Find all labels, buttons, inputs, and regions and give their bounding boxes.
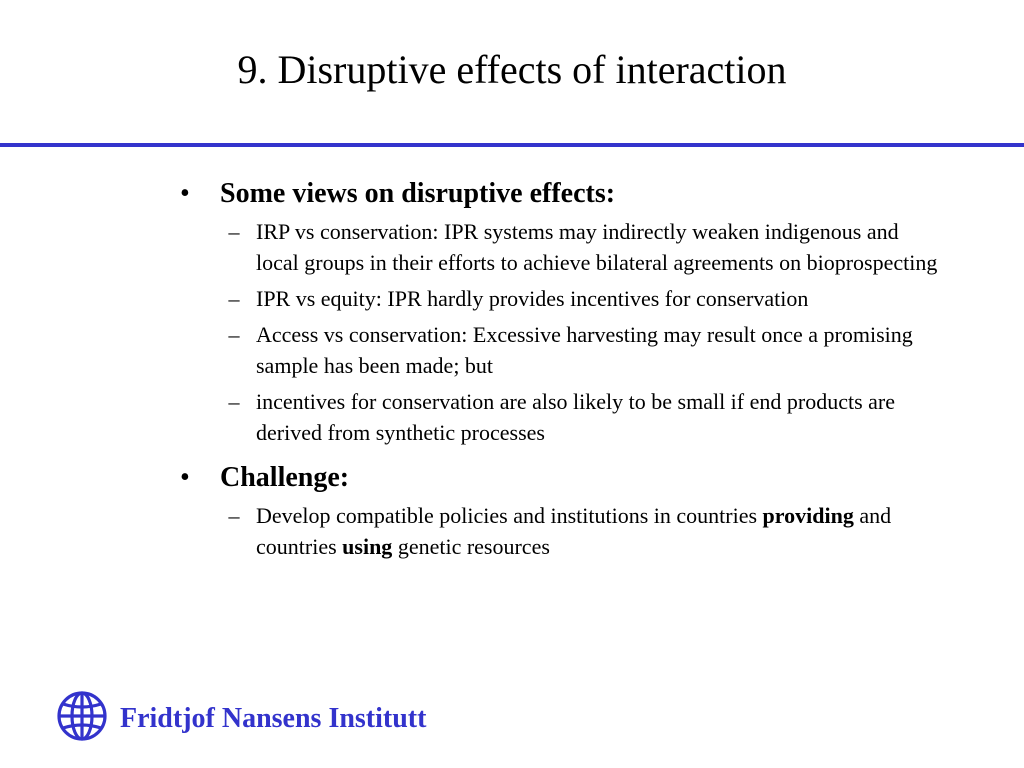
bullet-marker: • xyxy=(180,178,190,209)
institute-name: Fridtjof Nansens Institutt xyxy=(120,702,427,734)
sub-item-text: Access vs conservation: Excessive harvesting may result once a promising sample has been made; but xyxy=(256,322,913,378)
sub-list-challenge xyxy=(180,500,940,562)
bullet-heading: Some views on disruptive effects: xyxy=(220,178,616,209)
globe-icon xyxy=(56,690,108,747)
sub-item xyxy=(180,216,940,278)
dash-marker: – xyxy=(228,503,240,528)
sub-item-text: IPR vs equity: IPR hardly provides incentives for conservation xyxy=(256,286,809,311)
sub-item xyxy=(180,319,940,381)
dash-marker: – xyxy=(228,322,240,347)
sub-item-text xyxy=(256,500,940,562)
dash-marker: – xyxy=(228,286,240,311)
sub-item xyxy=(180,386,940,448)
text-run: and countries xyxy=(256,503,892,559)
dash-marker: – xyxy=(228,219,240,244)
sub-item xyxy=(180,500,940,562)
sub-list-disruptive-effects xyxy=(180,216,940,448)
text-run: genetic resources xyxy=(392,534,550,559)
dash-marker: – xyxy=(228,389,240,414)
bullet-marker: • xyxy=(180,462,190,493)
bullet-challenge xyxy=(180,460,940,496)
emphasis-providing: providing xyxy=(762,503,854,528)
sub-item xyxy=(180,283,940,314)
slide-title: 9. Disruptive effects of interaction xyxy=(237,47,787,92)
bullet-disruptive-effects xyxy=(180,176,940,212)
title-divider xyxy=(0,143,1024,147)
sub-item-text: IRP vs conservation: IPR systems may indirectly weaken indigenous and local groups in their efforts to achieve bilateral agreements on bioprospecting xyxy=(256,219,938,275)
slide-body xyxy=(180,176,940,574)
emphasis-using: using xyxy=(342,534,393,559)
bullet-heading: Challenge: xyxy=(220,462,350,493)
footer-branding xyxy=(56,690,426,747)
text-run: Develop compatible policies and institutions in countries xyxy=(256,503,763,528)
sub-item-text: incentives for conservation are also likely to be small if end products are derived from synthetic processes xyxy=(256,389,896,445)
